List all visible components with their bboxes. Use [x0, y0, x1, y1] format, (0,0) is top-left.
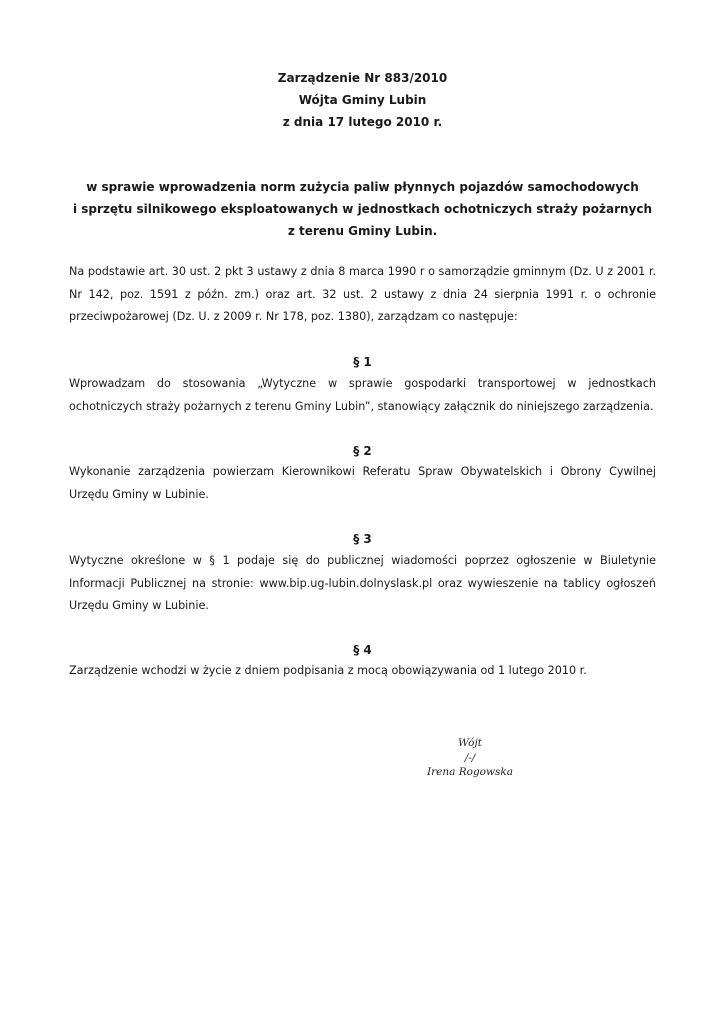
section-4-title: § 4	[353, 643, 372, 657]
section-1-title: § 1	[353, 355, 372, 369]
issuer: Wójta Gminy Lubin	[298, 93, 427, 107]
section-2-text: Wykonanie zarządzenia powierzam Kierownikowi Referatu Spraw Obywatelskich i Obrony Cywilnej Urzędu Gminy w Lubinie.	[69, 465, 656, 501]
document-subject	[0, 176, 725, 242]
document-header	[0, 67, 725, 133]
subject-line-3: z terenu Gminy Lubin.	[287, 224, 438, 238]
ordinance-number: Zarządzenie Nr 883/2010	[277, 71, 448, 85]
signature-role: Wójt	[458, 737, 482, 749]
issue-date: z dnia 17 lutego 2010 r.	[282, 115, 443, 129]
section-3-title: § 3	[353, 532, 372, 546]
signature-block	[400, 736, 540, 780]
signature-name: Irena Rogowska	[426, 766, 513, 778]
subject-line-2: i sprzętu silnikowego eksploatowanych w jednostkach ochotniczych straży pożarnych	[72, 202, 653, 216]
signature-mark: /-/	[464, 751, 476, 764]
subject-line-1: w sprawie wprowadzenia norm zużycia paliw płynnych pojazdów samochodowych	[86, 180, 639, 194]
preamble-paragraph: Na podstawie art. 30 ust. 2 pkt 3 ustawy z dnia 8 marca 1990 r o samorządzie gminnym (Dz. U z 2001 r. Nr 142, poz. 1591 z późn. zm.) oraz art. 32 ust. 2 ustawy z dnia 24 sierpnia 1991 r. o ochronie przeciwpożarowej (Dz. U. z 2009 r. Nr 178, poz. 1380), zarządzam co następuje:	[69, 265, 656, 323]
section-4-text: Zarządzenie wchodzi w życie z dniem podpisania z mocą obowiązywania od 1 lutego 2010 r.	[69, 664, 587, 677]
section-2-title: § 2	[353, 444, 372, 458]
section-3-text: Wytyczne określone w § 1 podaje się do publicznej wiadomości poprzez ogłoszenie w Biuletynie Informacji Publicznej na stronie: www.bip.ug-lubin.dolnyslask.pl oraz wywieszenie na tablicy ogłoszeń Urzędu Gminy w Lubinie.	[69, 554, 656, 612]
section-1-text: Wprowadzam do stosowania „Wytyczne w sprawie gospodarki transportowej w jednostkach ochotniczych straży pożarnych z terenu Gminy Lubin”, stanowiący załącznik do niniejszego zarządzenia.	[69, 377, 656, 413]
